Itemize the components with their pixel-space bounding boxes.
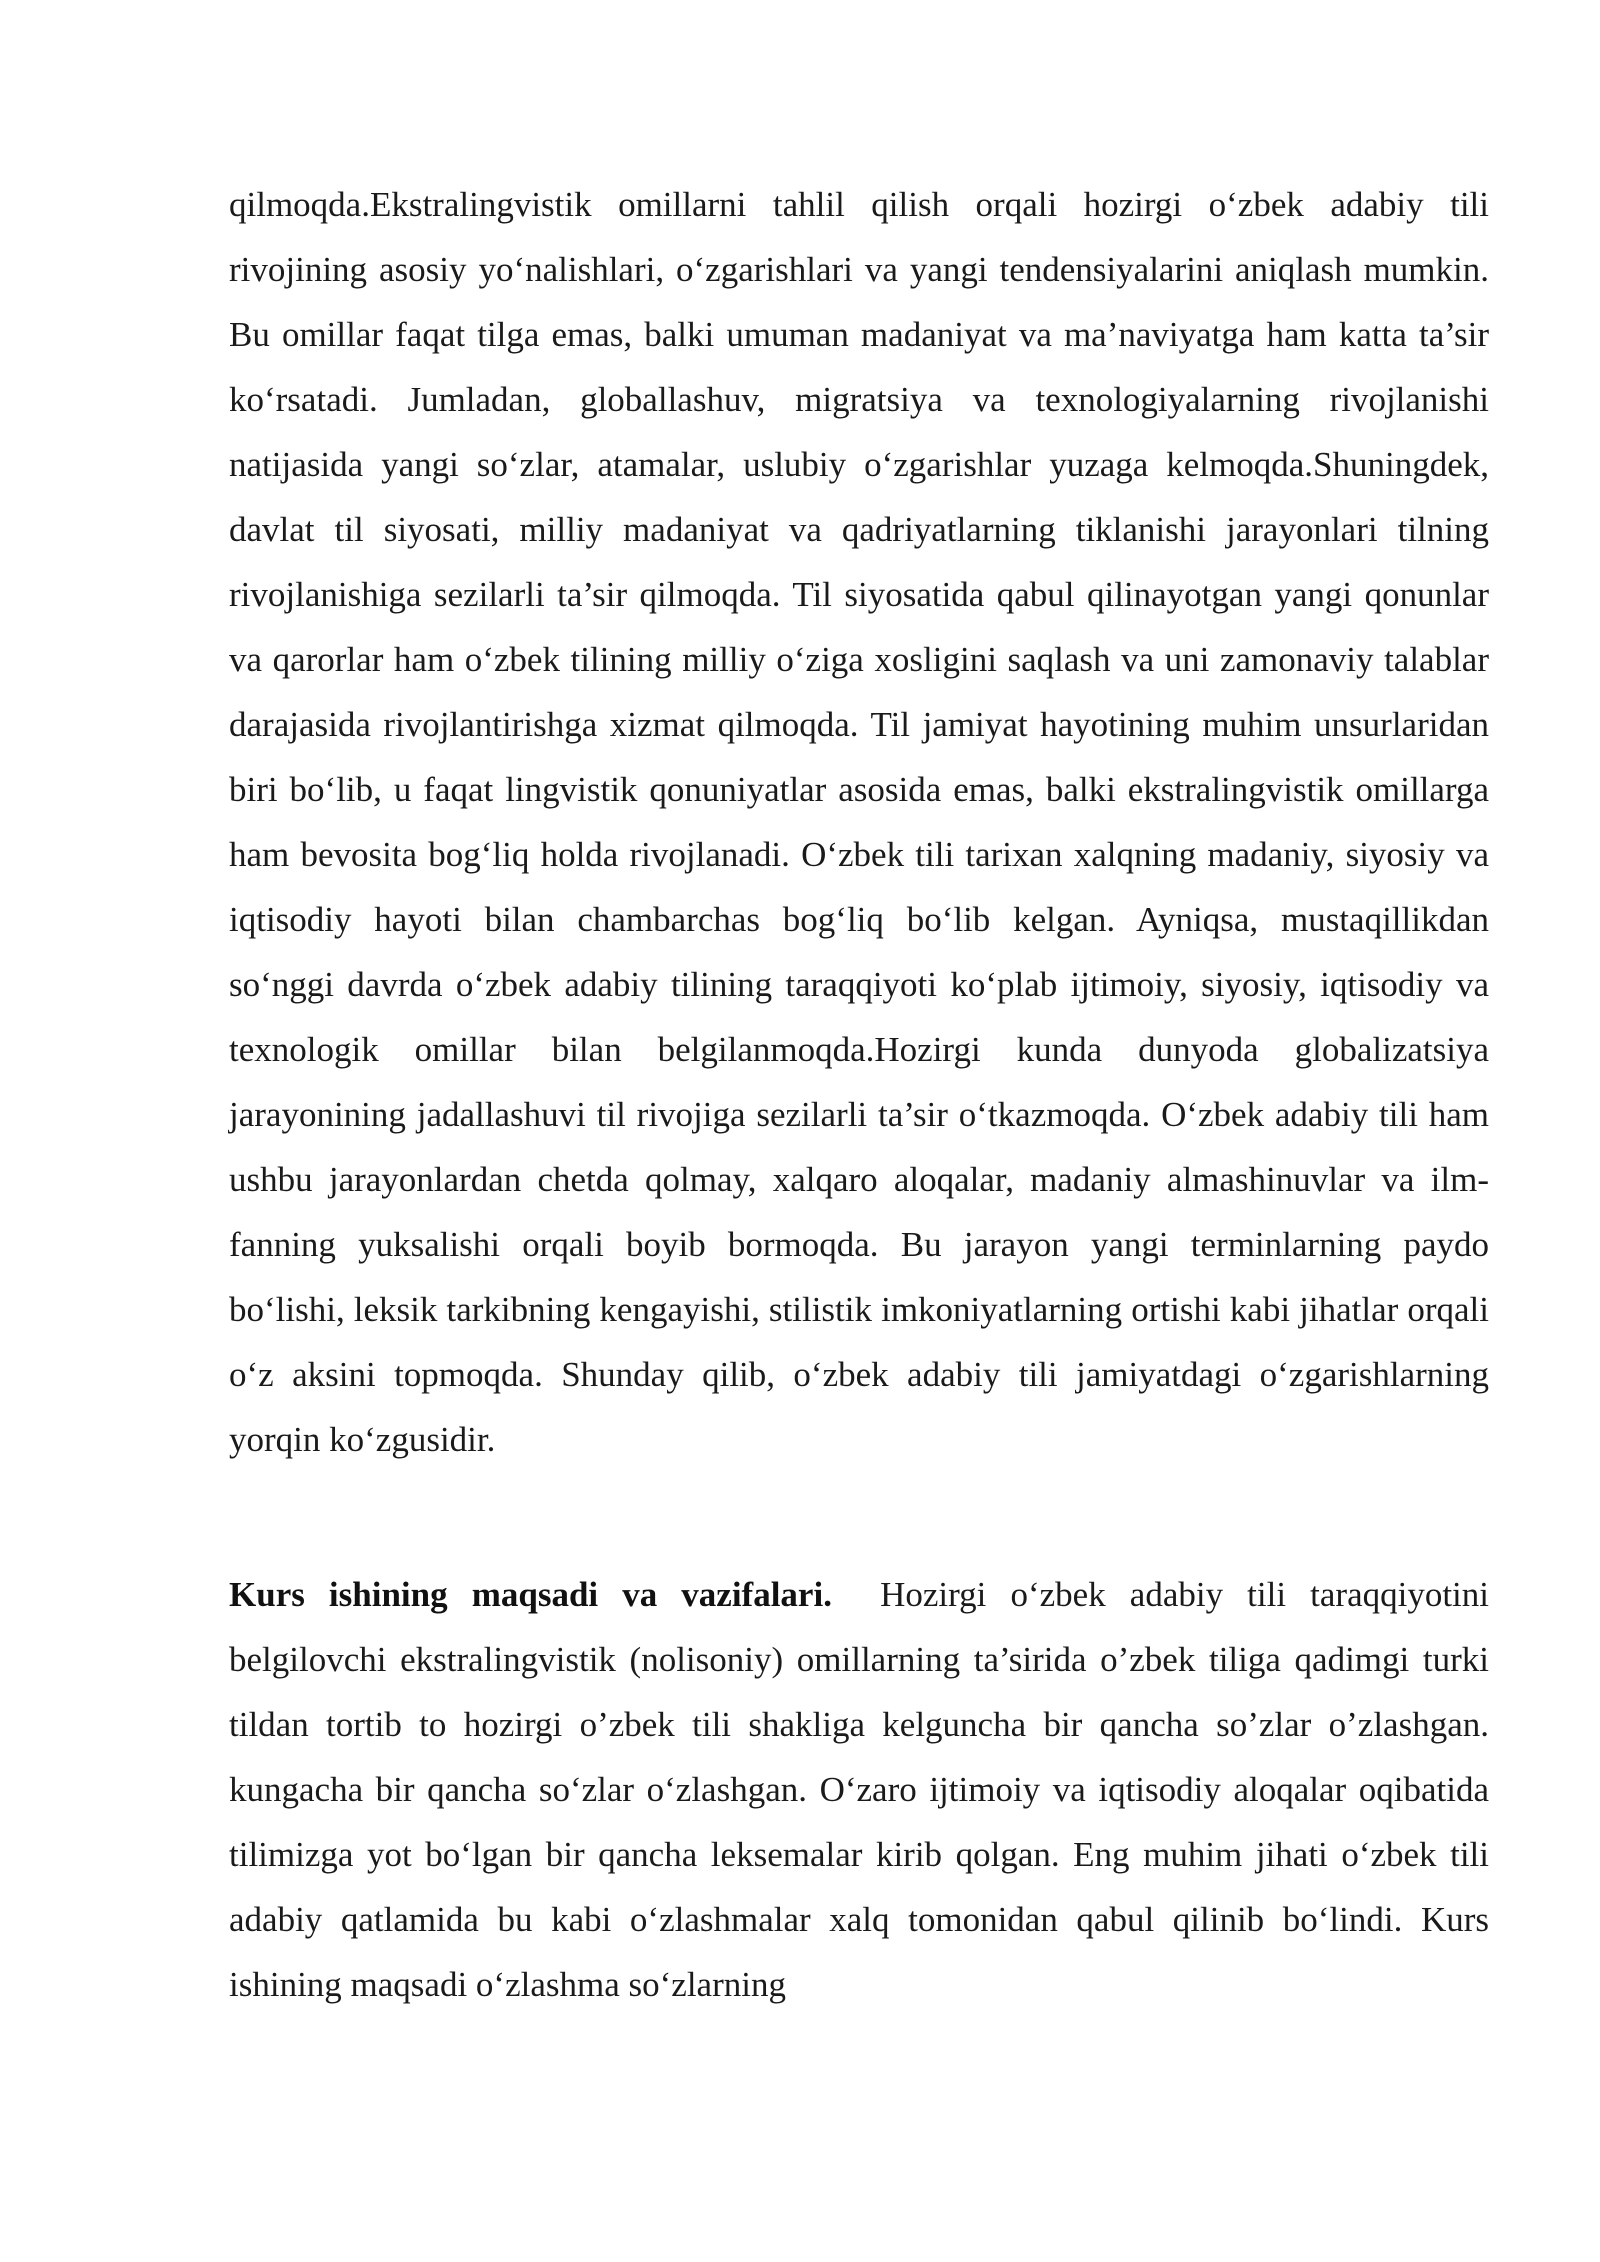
body-paragraph-1: qilmoqda.Ekstralingvistik omillarni tahlil qilish orqali hozirgi o‘zbek adabiy tili rivojining asosiy yo‘nalishlari, o‘zgarishlari va yangi tendensiyalarini aniqlash mumkin. Bu omillar faqat tilga emas, balki umuman madaniyat va ma’naviyatga ham katta ta’sir ko‘rsatadi. Jumladan, globallashuv, migratsiya va texnologiyalarning rivojlanishi natijasida yangi so‘zlar, atamalar, uslubiy o‘zgarishlar yuzaga kelmoqda.Shuningdek, davlat til siyosati, milliy madaniyat va qadriyatlarning tiklanishi jarayonlari tilning rivojlanishiga sezilarli ta’sir qilmoqda. Til siyosatida qabul qilinayotgan yangi qonunlar va qarorlar ham o‘zbek tilining milliy o‘ziga xosligini saqlash va uni zamonaviy talablar darajasida rivojlantirishga xizmat qilmoqda. Til jamiyat hayotining muhim unsurlaridan biri bo‘lib, u faqat lingvistik qonuniyatlar asosida emas, balki ekstralingvistik omillarga ham bevosita bog‘liq holda rivojlanadi. O‘zbek tili tarixan xalqning madaniy, siyosiy va iqtisodiy hayoti bilan chambarchas bog‘liq bo‘lib kelgan. Ayniqsa, mustaqillikdan so‘nggi davrda o‘zbek adabiy tilining taraqqiyoti ko‘plab ijtimoiy, siyosiy, iqtisodiy va texnologik omillar bilan belgilanmoqda.Hozirgi kunda dunyoda globalizatsiya jarayonining jadallashuvi til rivojiga sezilarli ta’sir o‘tkazmoqda. O‘zbek adabiy tili ham ushbu jarayonlardan chetda qolmay, xalqaro aloqalar, madaniy almashinuvlar va ilm-fanning yuksalishi orqali boyib bormoqda. Bu jarayon yangi terminlarning paydo bo‘lishi, leksik tarkibning kengayishi, stilistik imkoniyatlarning ortishi kabi jihatlar orqali o‘z aksini topmoqda. Shunday qilib, o‘zbek adabiy tili jamiyatdagi o‘zgarishlarning yorqin ko‘zgusidir.	[229, 185, 1489, 1459]
body-paragraph-2	[229, 1562, 1489, 2017]
section-body-text: Hozirgi o‘zbek adabiy tili taraqqiyotini belgilovchi ekstralingvistik (nolisoniy) omillarning ta’sirida o’zbek tiliga qadimgi turki tildan tortib to hozirgi o’zbek tili shakliga kelguncha bir qancha so’zlar o’zlashgan. kungacha bir qancha so‘zlar o‘zlashgan. O‘zaro ijtimoiy va iqtisodiy aloqalar oqibatida tilimizga yot bo‘lgan bir qancha leksemalar kirib qolgan. Eng muhim jihati o‘zbek tili adabiy qatlamida bu kabi o‘zlashmalar xalq tomonidan qabul qilinib bo‘lindi. Kurs ishining maqsadi o‘zlashma so‘zlarning	[229, 1575, 1489, 2004]
section-heading-inline: Kurs ishining maqsadi va vazifalari.	[229, 1575, 832, 1614]
